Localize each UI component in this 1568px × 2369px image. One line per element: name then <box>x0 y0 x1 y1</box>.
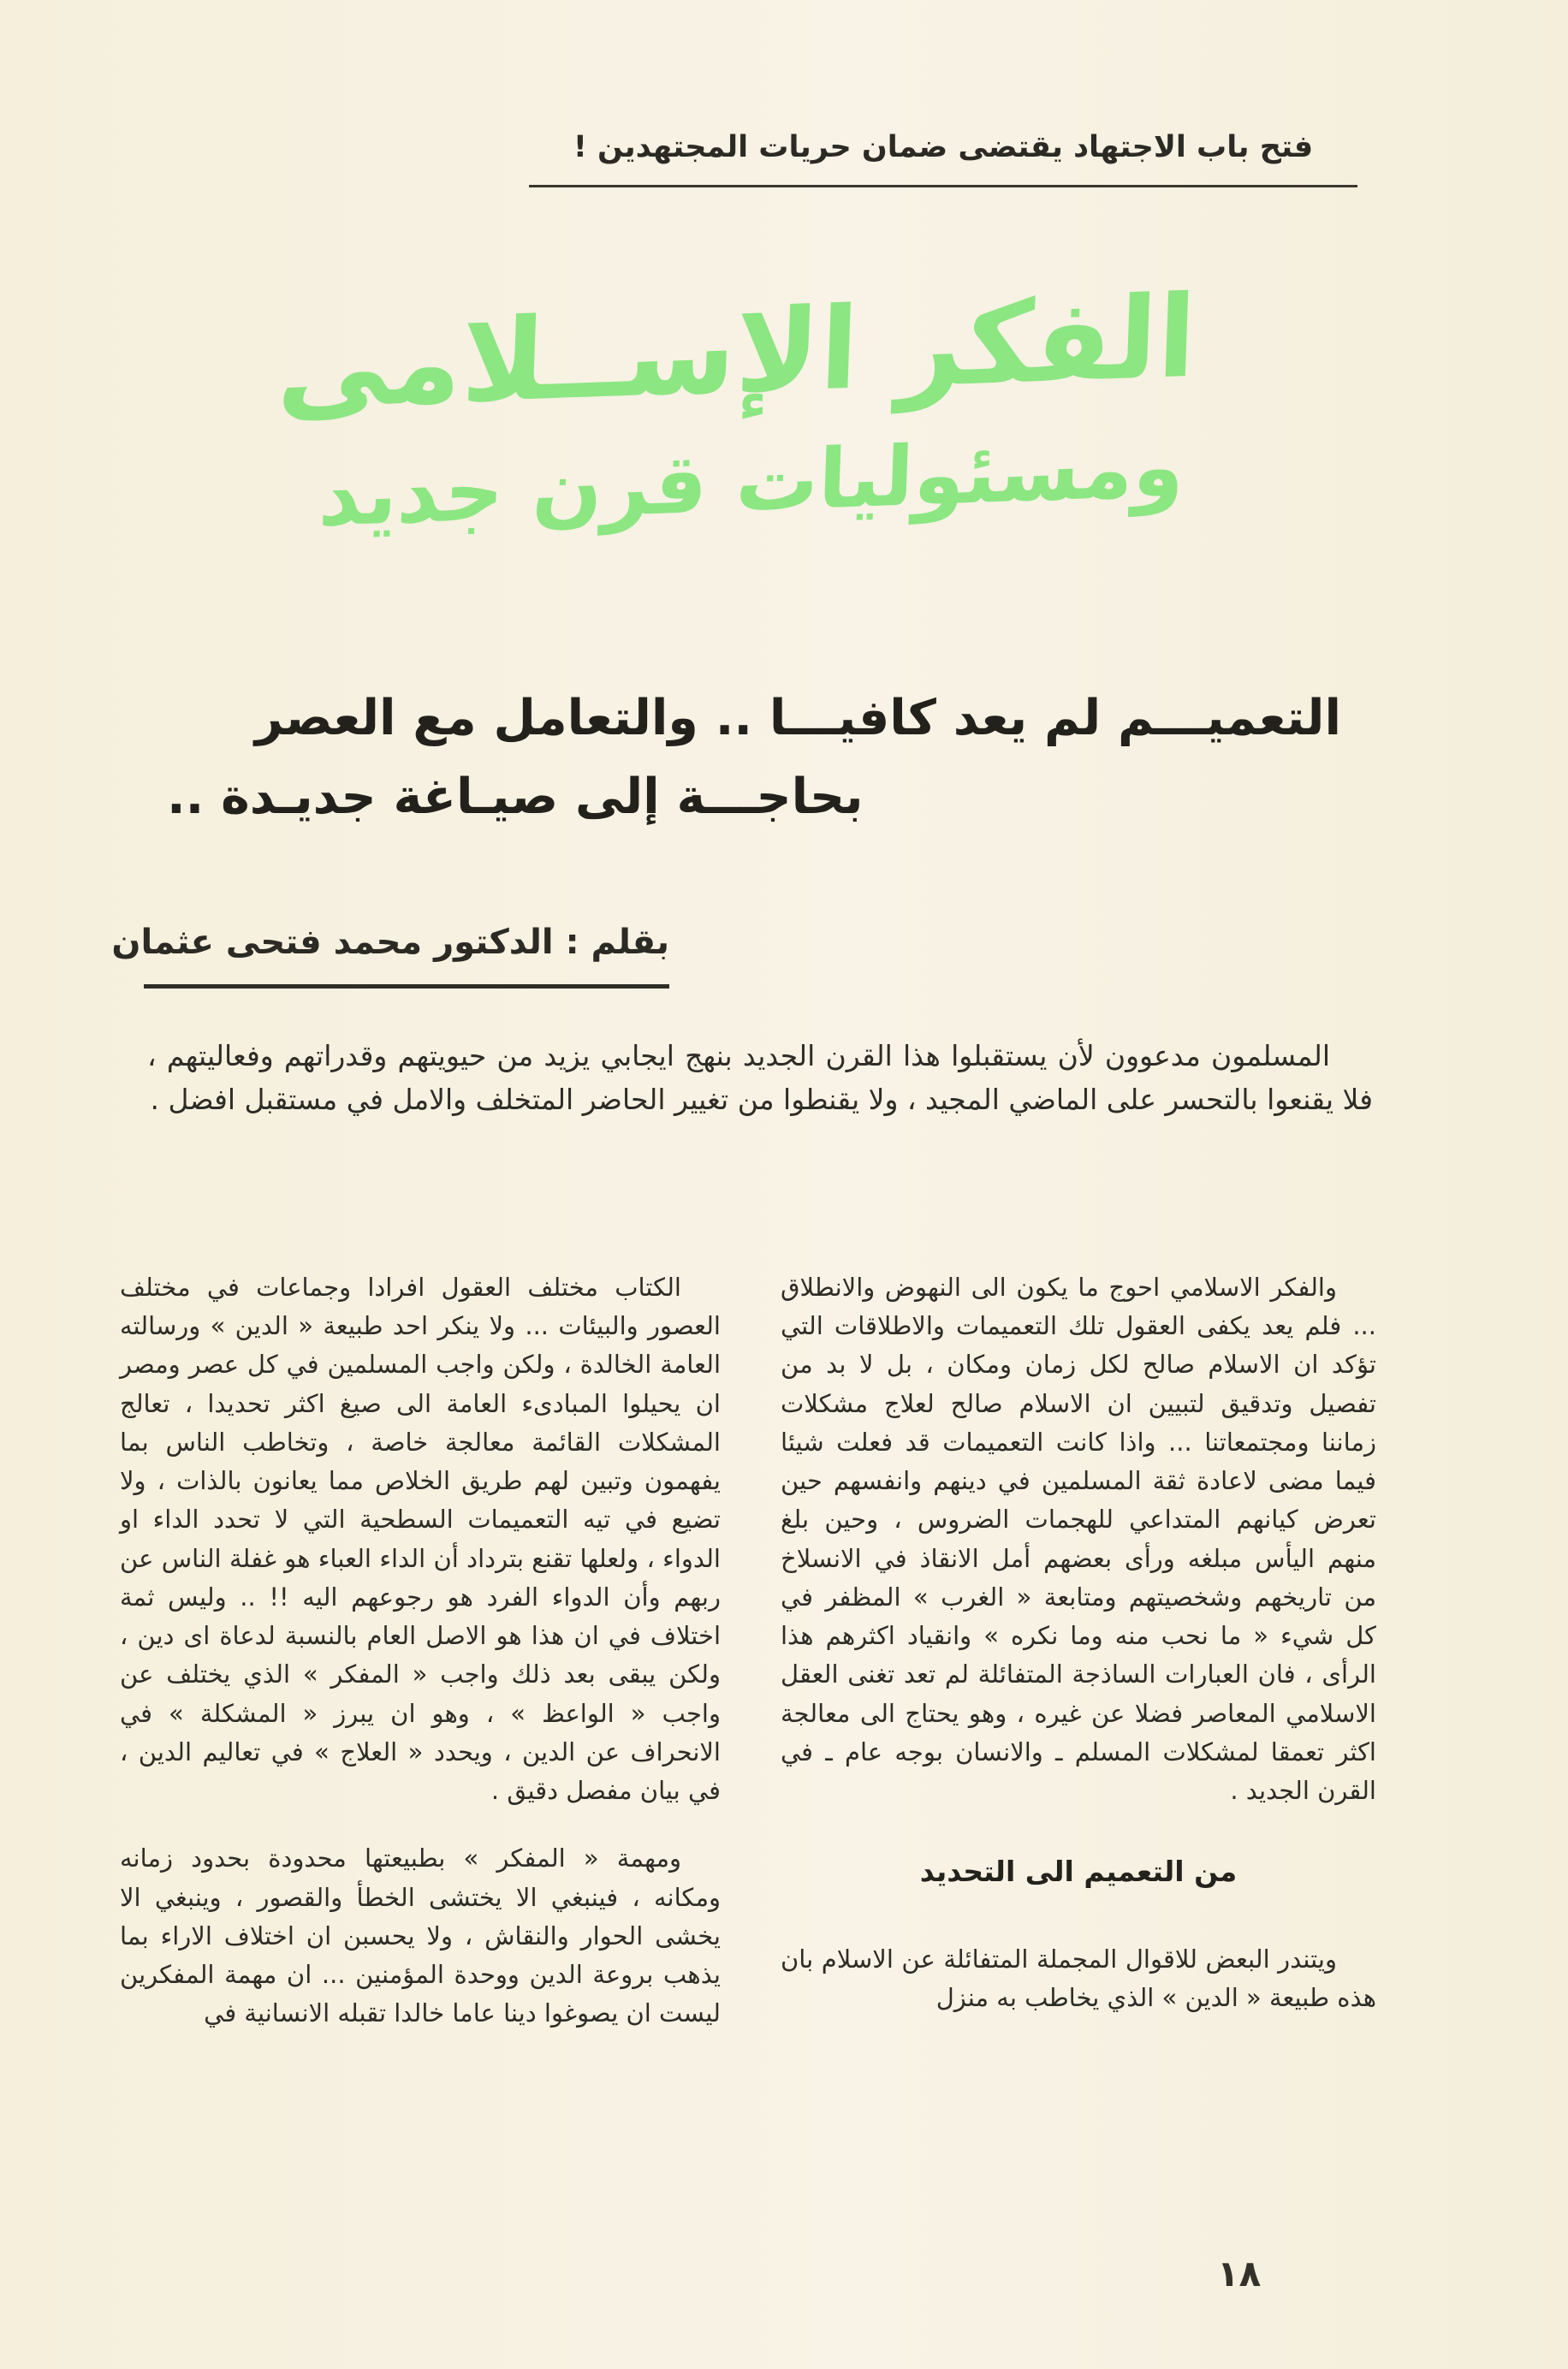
section-heading: من التعميم الى التحديد <box>919 1855 1238 1889</box>
subtitle-line1: التعميـــم لم يعد كافيـــا .. والتعامل مع العصر <box>254 690 1341 746</box>
body-paragraph: الكتاب مختلف العقول افرادا وجماعات في مختلف العصور والبيئات ... ولا ينكر احد طبيعة « الدين » ورسالته العامة الخالدة ، ولكن واجب المسلمين في كل عصر ومصر ان يحيلوا المبادىء العامة الى صيغ اكثر تحديدا ، تعالج المشكلات القائمة معالجة خاصة ، وتخاطب الناس بما يفهمون وتبين لهم طريق الخلاص مما يعانون بالذات ، ولا تضيع في تيه التعميمات السطحية التي لا تحدد الداء او الدواء ، ولعلها تقنع بترداد أن الداء العباء هو غفلة الناس عن ربهم وأن الدواء الفرد هو رجوعهم اليه !! .. وليس ثمة اختلاف في ان هذا هو الاصل العام بالنسبة لدعاة اى دين ، ولكن يبقى بعد ذلك واجب « المفكر » الذي يختلف عن واجب « الواعظ » ، وهو ان يبرز « المشكلة » في الانحراف عن الدين ، ويحدد « العلاج » في تعاليم الدين ، في بيان مفصل دقيق . <box>120 1273 721 1806</box>
page-number: ١٨ <box>1217 2253 1262 2295</box>
byline: بقلم : الدكتور محمد فتحى عثمان <box>144 923 669 989</box>
column-right <box>781 1268 1376 2046</box>
body-paragraph: والفكر الاسلامي احوج ما يكون الى النهوض والانطلاق ... فلم يعد يكفى العقول تلك التعميمات والاطلاقات التي تؤكد ان الاسلام صالح لكل زمان ومكان ، بل لا بد من تفصيل وتدقيق لتبيين ان الاسلام صالح لعلاج مشكلات زماننا ومجتمعاتنا ... واذا كانت التعميمات قد فعلت شيئا فيما مضى لاعادة ثقة المسلمين في دينهم وانفسهم حين تعرض كيانهم المتداعي للهجمات الضروس ، وحين بلغ منهم اليأس مبلغه ورأى بعضهم أمل الانقاذ في الانسلاخ من تاريخهم وشخصيتهم ومتابعة « الغرب » المظفر في كل شيء « ما نحب منه وما نكره » وانقياد اكثرهم هذا الرأى ، فان العبارات الساذجة المتفائلة لم تعد تغنى العقل الاسلامي المعاصر فضلا عن غيره ، وهو يحتاج الى معالجة اكثر تعمقا لمشكلات المسلم ـ والانسان بوجه عام ـ في القرن الجديد . <box>781 1273 1376 1806</box>
kicker-headline: فتح باب الاجتهاد يقتضى ضمان حريات المجتهدين ! <box>529 130 1357 187</box>
lead-paragraph: المسلمون مدعوون لأن يستقبلوا هذا القرن الجديد بنهج ايجابي يزيد من حيويتهم وقدراتهم وفعاليتهم ، فلا يقنعوا بالتحسر على الماضي المجيد ، ولا يقنطوا من تغيير الحاضر المتخلف والامل في مستقبل افضل . <box>147 1039 1373 1117</box>
article-title <box>275 267 1203 551</box>
article-subtitle <box>167 690 1341 825</box>
article-title-line2: ومسئوليات قرن جديد <box>317 419 1186 545</box>
subtitle-line2: بحاجـــة إلى صيـاغة جديـدة .. <box>167 769 864 825</box>
body-paragraph: ومهمة « المفكر » بطبيعتها محدودة بحدود زمانه ومكانه ، فينبغي الا يختشى الخطأ والقصور ، وينبغي الا يخشى الحوار والنقاش ، ولا يحسبن ان اختلاف الاراء بما يذهب بروعة الدين ووحدة المؤمنين ... ان مهمة المفكرين ليست ان يصوغوا دينا عاما خالدا تقبله الانسانية في <box>120 1844 721 2028</box>
body-paragraph: ويتندر البعض للاقوال المجملة المتفائلة عن الاسلام بان هذه طبيعة « الدين » الذي يخاطب به منزل <box>781 1944 1376 2012</box>
article-title-line1: الفكر الإســلامى <box>275 270 1199 436</box>
column-left <box>120 1268 721 2062</box>
